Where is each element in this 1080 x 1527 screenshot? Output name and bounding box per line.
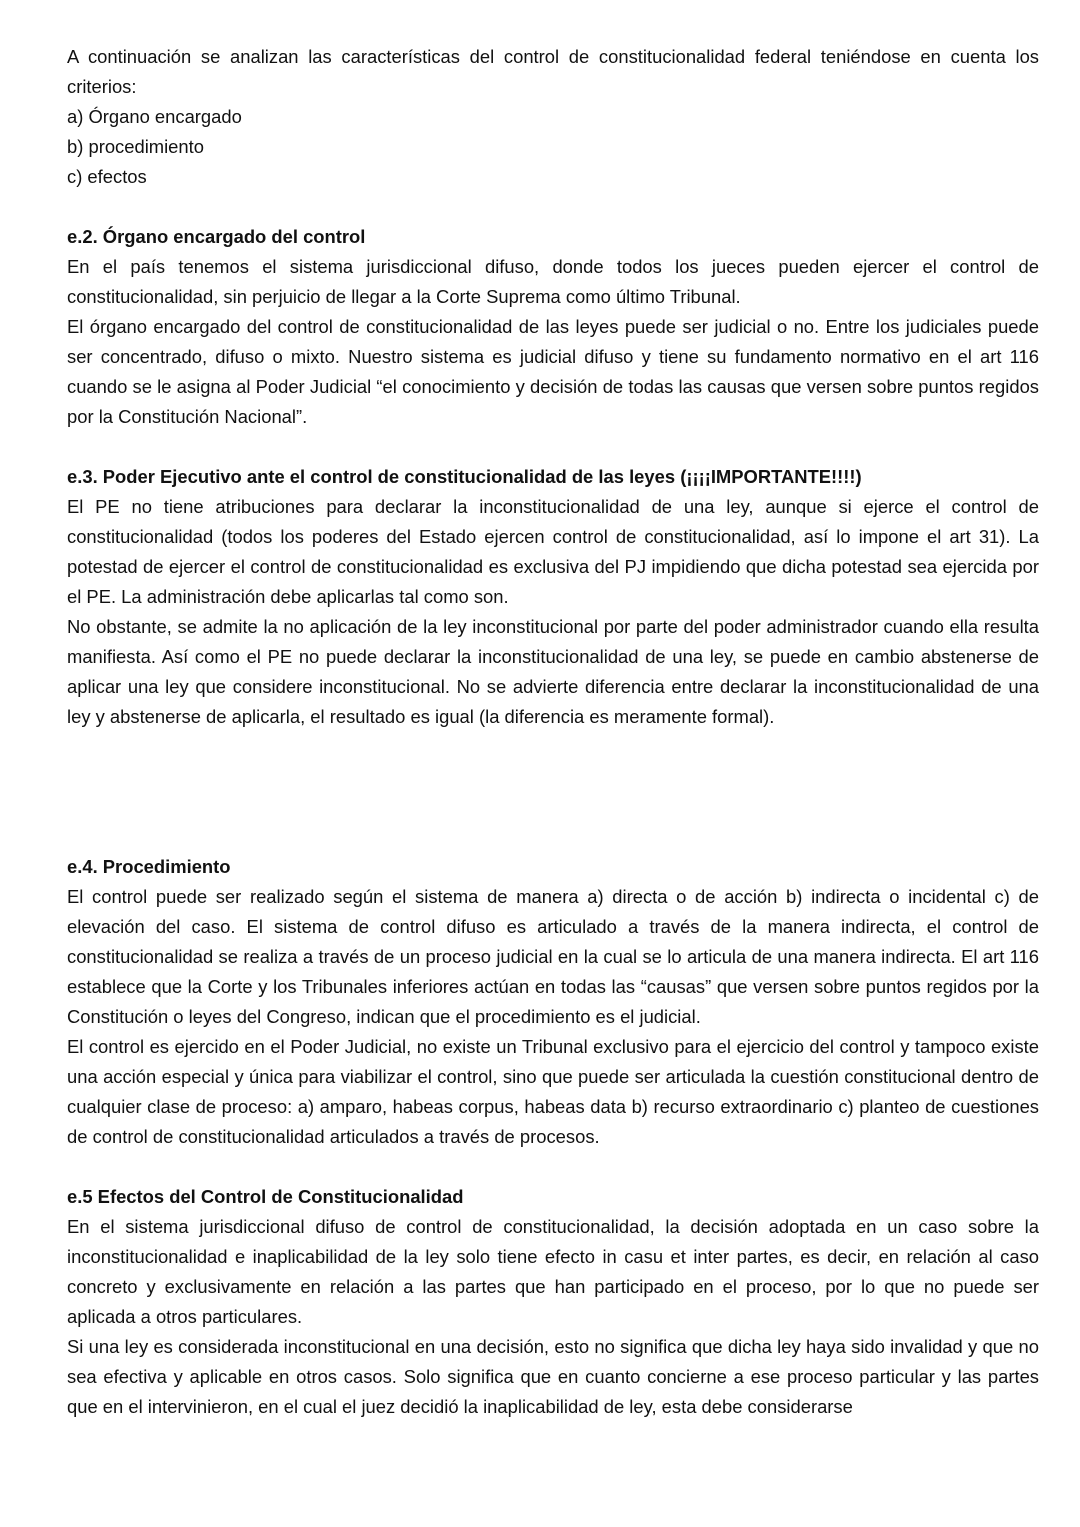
section-heading-e2: e.2. Órgano encargado del control [67,226,366,247]
spacer [67,192,1039,222]
spacer [67,732,1039,852]
criteria-item-efectos: c) efectos [67,166,147,187]
intro-paragraph: A continuación se analizan las características del control de constitucionalidad federal teniéndose en cuenta los criterios: [67,46,1039,97]
section-e2-paragraph-2: El órgano encargado del control de constitucionalidad de las leyes puede ser judicial o no. Entre los judiciales puede ser concentrado, difuso o mixto. Nuestro sistema es judicial difuso y tiene su fundamento normativo en el art 116 cuando se le asigna al Poder Judicial “el conocimiento y decisión de todas las causas que versen sobre puntos regidos por la Constitución Nacional”. [67,316,1039,427]
section-e5-paragraph-2: Si una ley es considerada inconstitucional en una decisión, esto no significa que dicha ley haya sido invalidad y que no sea efectiva y aplicable en otros casos. Solo significa que en cuanto concierne a ese proceso particular y las partes que en el intervinieron, en el cual el juez decidió la inaplicabilidad de ley, esta debe considerarse [67,1336,1039,1417]
section-heading-e4: e.4. Procedimiento [67,856,231,877]
section-heading-e5: e.5 Efectos del Control de Constitucionalidad [67,1186,464,1207]
criteria-item-procedimiento: b) procedimiento [67,136,204,157]
section-e2-paragraph-1: En el país tenemos el sistema jurisdiccional difuso, donde todos los jueces pueden ejercer el control de constitucionalidad, sin perjuicio de llegar a la Corte Suprema como último Tribunal. [67,256,1039,307]
section-e3-paragraph-1: El PE no tiene atribuciones para declarar la inconstitucionalidad de una ley, aunque si ejerce el control de constitucionalidad (todos los poderes del Estado ejercen control de constitucionalidad, así lo impone el art 31). La potestad de ejercer el control de constitucionalidad es exclusiva del PJ impidiendo que dicha potestad sea ejercida por el PE. La administración debe aplicarlas tal como son. [67,496,1039,607]
section-e5-paragraph-1: En el sistema jurisdiccional difuso de control de constitucionalidad, la decisión adoptada en un caso sobre la inconstitucionalidad e inaplicabilidad de la ley solo tiene efecto in casu et inter partes, es decir, en relación al caso concreto y exclusivamente en relación a las partes que han participado en el proceso, por lo que no puede ser aplicada a otros particulares. [67,1216,1039,1327]
spacer [67,1152,1039,1182]
section-e4-paragraph-2: El control es ejercido en el Poder Judicial, no existe un Tribunal exclusivo para el ejercicio del control y tampoco existe una acción especial y única para viabilizar el control, sino que puede ser articulada la cuestión constitucional dentro de cualquier clase de proceso: a) amparo, habeas corpus, habeas data b) recurso extraordinario c) planteo de cuestiones de control de constitucionalidad articulados a través de procesos. [67,1036,1039,1147]
criteria-item-organo: a) Órgano encargado [67,106,242,127]
document-page [67,42,1039,1422]
spacer [67,432,1039,462]
section-e3-paragraph-2: No obstante, se admite la no aplicación de la ley inconstitucional por parte del poder administrador cuando ella resulta manifiesta. Así como el PE no puede declarar la inconstitucionalidad de una ley, se puede en cambio abstenerse de aplicar una ley que considere inconstitucional. No se advierte diferencia entre declarar la inconstitucionalidad de una ley y abstenerse de aplicarla, el resultado es igual (la diferencia es meramente formal). [67,616,1039,727]
section-heading-e3: e.3. Poder Ejecutivo ante el control de constitucionalidad de las leyes (¡¡¡¡IMPORTANTE!!!!) [67,466,862,487]
section-e4-paragraph-1: El control puede ser realizado según el sistema de manera a) directa o de acción b) indirecta o incidental c) de elevación del caso. El sistema de control difuso es articulado a través de la manera indirecta, el control de constitucionalidad se realiza a través de un proceso judicial en la cual se lo articula de una manera indirecta. El art 116 establece que la Corte y los Tribunales inferiores actúan en todas las “causas” que versen sobre puntos regidos por la Constitución o leyes del Congreso, indican que el procedimiento es el judicial. [67,886,1039,1027]
